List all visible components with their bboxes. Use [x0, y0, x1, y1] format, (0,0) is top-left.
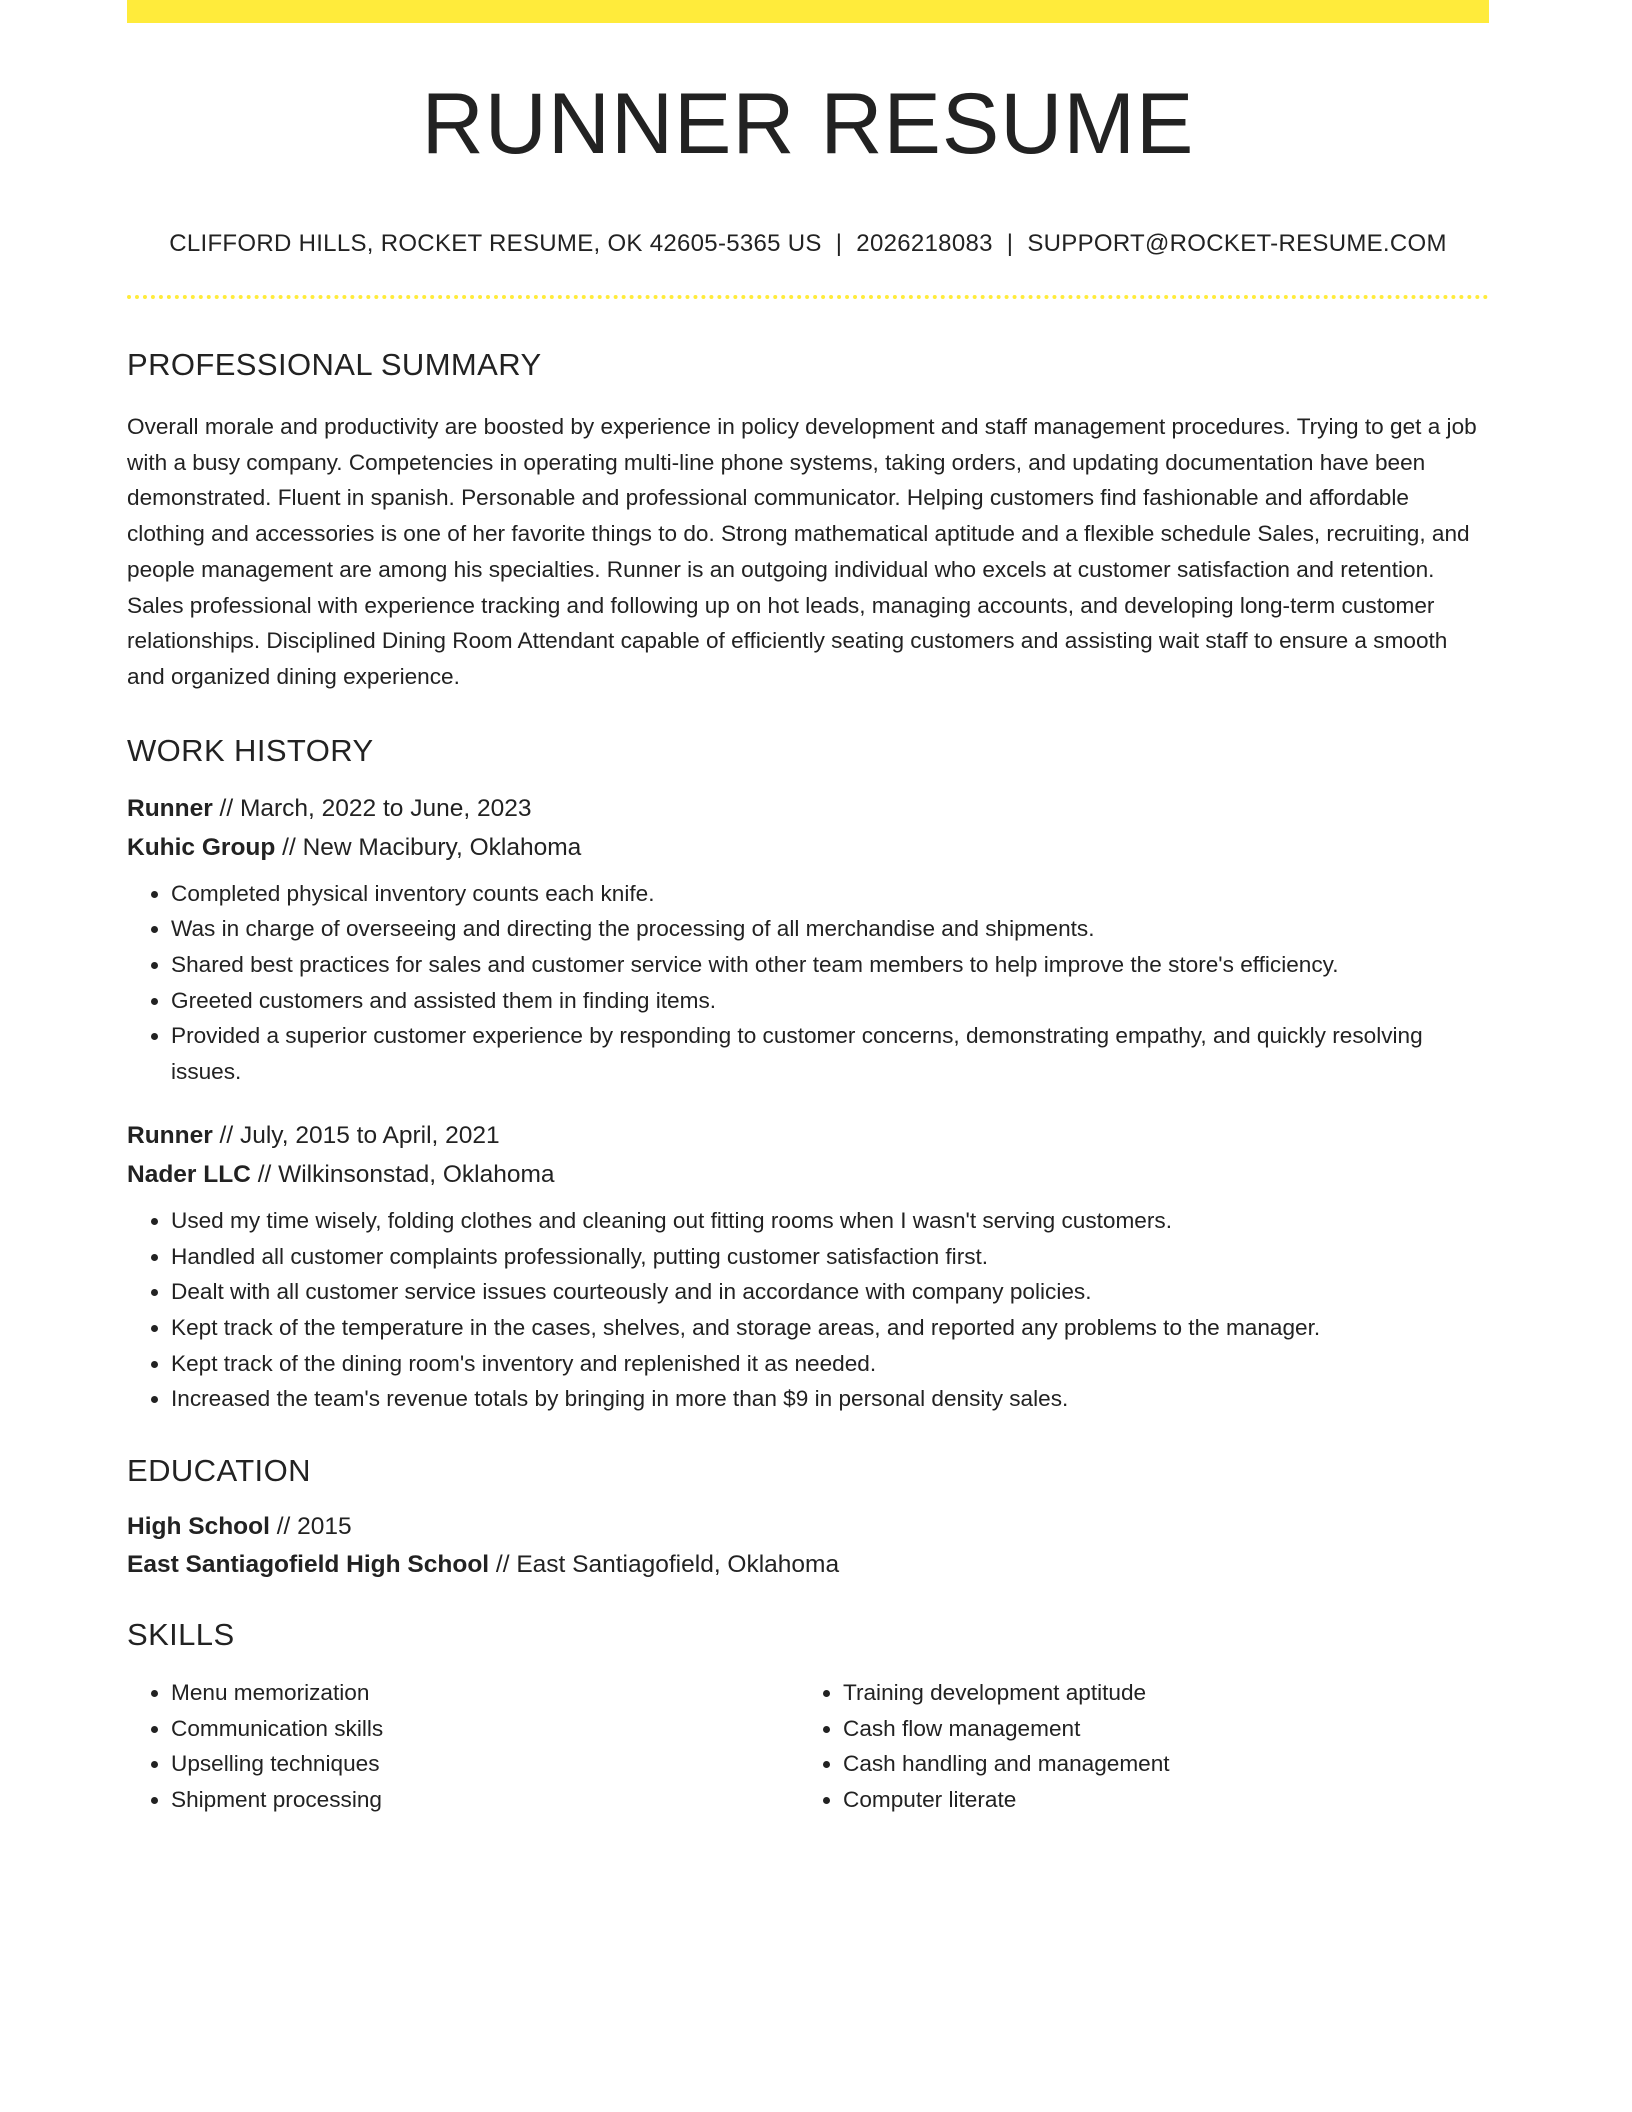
- job-bullet: • Kept track of the temperature in the cases, shelves, and storage areas, and reported any problems to the manager.: [171, 1310, 1489, 1346]
- skills-heading: SKILLS: [127, 1617, 235, 1653]
- top-accent-bar: [127, 0, 1489, 23]
- skill-item: • Upselling techniques: [171, 1746, 799, 1782]
- summary-heading: PROFESSIONAL SUMMARY: [127, 347, 542, 382]
- skill-item: • Computer literate: [843, 1782, 1471, 1818]
- resume-title: RUNNER RESUME: [421, 76, 1195, 172]
- job-company-line: [127, 1155, 1489, 1194]
- skills-columns: [127, 1675, 1489, 1818]
- job-bullet: • Was in charge of overseeing and directing the processing of all merchandise and shipments.: [171, 911, 1489, 947]
- job-entry: [127, 1116, 1489, 1417]
- skill-item: • Training development aptitude: [843, 1675, 1471, 1711]
- job-bullet: • Completed physical inventory counts each knife.: [171, 876, 1489, 912]
- job-location: // New Macibury, Oklahoma: [275, 833, 582, 861]
- skill-item: • Cash handling and management: [843, 1746, 1471, 1782]
- job-bullet: • Provided a superior customer experience by responding to customer concerns, demonstrating empathy, and quickly resolving issues.: [171, 1018, 1489, 1089]
- dotted-divider: [127, 295, 1489, 299]
- work-history-heading: WORK HISTORY: [127, 732, 374, 768]
- skills-list-right: [799, 1675, 1471, 1818]
- contact-phone: 2026218083: [856, 230, 993, 257]
- job-bullet: • Greeted customers and assisted them in finding items.: [171, 983, 1489, 1019]
- education-school-line: [127, 1546, 1489, 1584]
- job-bullets: [127, 876, 1489, 1090]
- education-year: // 2015: [269, 1513, 352, 1541]
- skill-item: • Communication skills: [171, 1711, 799, 1747]
- job-company: Nader LLC: [127, 1160, 251, 1188]
- job-role: Runner: [127, 1121, 213, 1149]
- contact-separator: |: [1006, 230, 1014, 257]
- job-bullets: [127, 1203, 1489, 1417]
- job-role-line: [127, 789, 1489, 828]
- skills-list-left: [127, 1675, 799, 1818]
- skill-item: • Cash flow management: [843, 1711, 1471, 1747]
- job-role-line: [127, 1116, 1489, 1155]
- education-degree-line: [127, 1508, 1489, 1546]
- contact-separator: |: [835, 230, 843, 257]
- contact-email: SUPPORT@ROCKET-RESUME.COM: [1027, 230, 1447, 257]
- job-entry: [127, 789, 1489, 1090]
- contact-line: [127, 230, 1489, 258]
- summary-text: Overall morale and productivity are boosted by experience in policy development and staff management procedures. Trying to get a job with a busy company. Competencies in operating multi-line phone systems, taking orders, and updating documentation have been demonstrated. Fluent in spanish. Personable and professional communicator. Helping customers find fashionable and affordable clothing and accessories is one of her favorite things to do. Strong mathematical aptitude and a flexible schedule Sales, recruiting, and people management are among his specialties. Runner is an outgoing individual who excels at customer satisfaction and retention. Sales professional with experience tracking and following up on hot leads, managing accounts, and developing long-term customer relationships. Disciplined Dining Room Attendant capable of efficiently seating customers and assisting wait staff to ensure a smooth and organized dining experience.: [127, 414, 1477, 689]
- education-heading: EDUCATION: [127, 1453, 311, 1489]
- education-degree: High School: [127, 1513, 270, 1541]
- job-bullet: • Used my time wisely, folding clothes and cleaning out fitting rooms when I wasn't serving customers.: [171, 1203, 1489, 1239]
- skill-item: • Shipment processing: [171, 1782, 799, 1818]
- job-bullet: • Dealt with all customer service issues courteously and in accordance with company policies.: [171, 1274, 1489, 1310]
- job-dates: // July, 2015 to April, 2021: [212, 1121, 500, 1149]
- education-location: // East Santiagofield, Oklahoma: [489, 1551, 840, 1579]
- contact-address: CLIFFORD HILLS, ROCKET RESUME, OK 42605-5365 US: [169, 230, 822, 257]
- job-company-line: [127, 828, 1489, 867]
- job-location: // Wilkinsonstad, Oklahoma: [250, 1160, 555, 1188]
- job-bullet: • Kept track of the dining room's inventory and replenished it as needed.: [171, 1346, 1489, 1382]
- education-school: East Santiagofield High School: [127, 1551, 490, 1579]
- skill-item: • Menu memorization: [171, 1675, 799, 1711]
- job-bullet: • Shared best practices for sales and customer service with other team members to help improve the store's efficiency.: [171, 947, 1489, 983]
- resume-page: [127, 0, 1489, 1818]
- job-bullet: • Handled all customer complaints professionally, putting customer satisfaction first.: [171, 1239, 1489, 1275]
- job-dates: // March, 2022 to June, 2023: [212, 794, 532, 822]
- job-role: Runner: [127, 794, 213, 822]
- job-bullet: • Increased the team's revenue totals by bringing in more than $9 in personal density sales.: [171, 1381, 1489, 1417]
- job-company: Kuhic Group: [127, 833, 276, 861]
